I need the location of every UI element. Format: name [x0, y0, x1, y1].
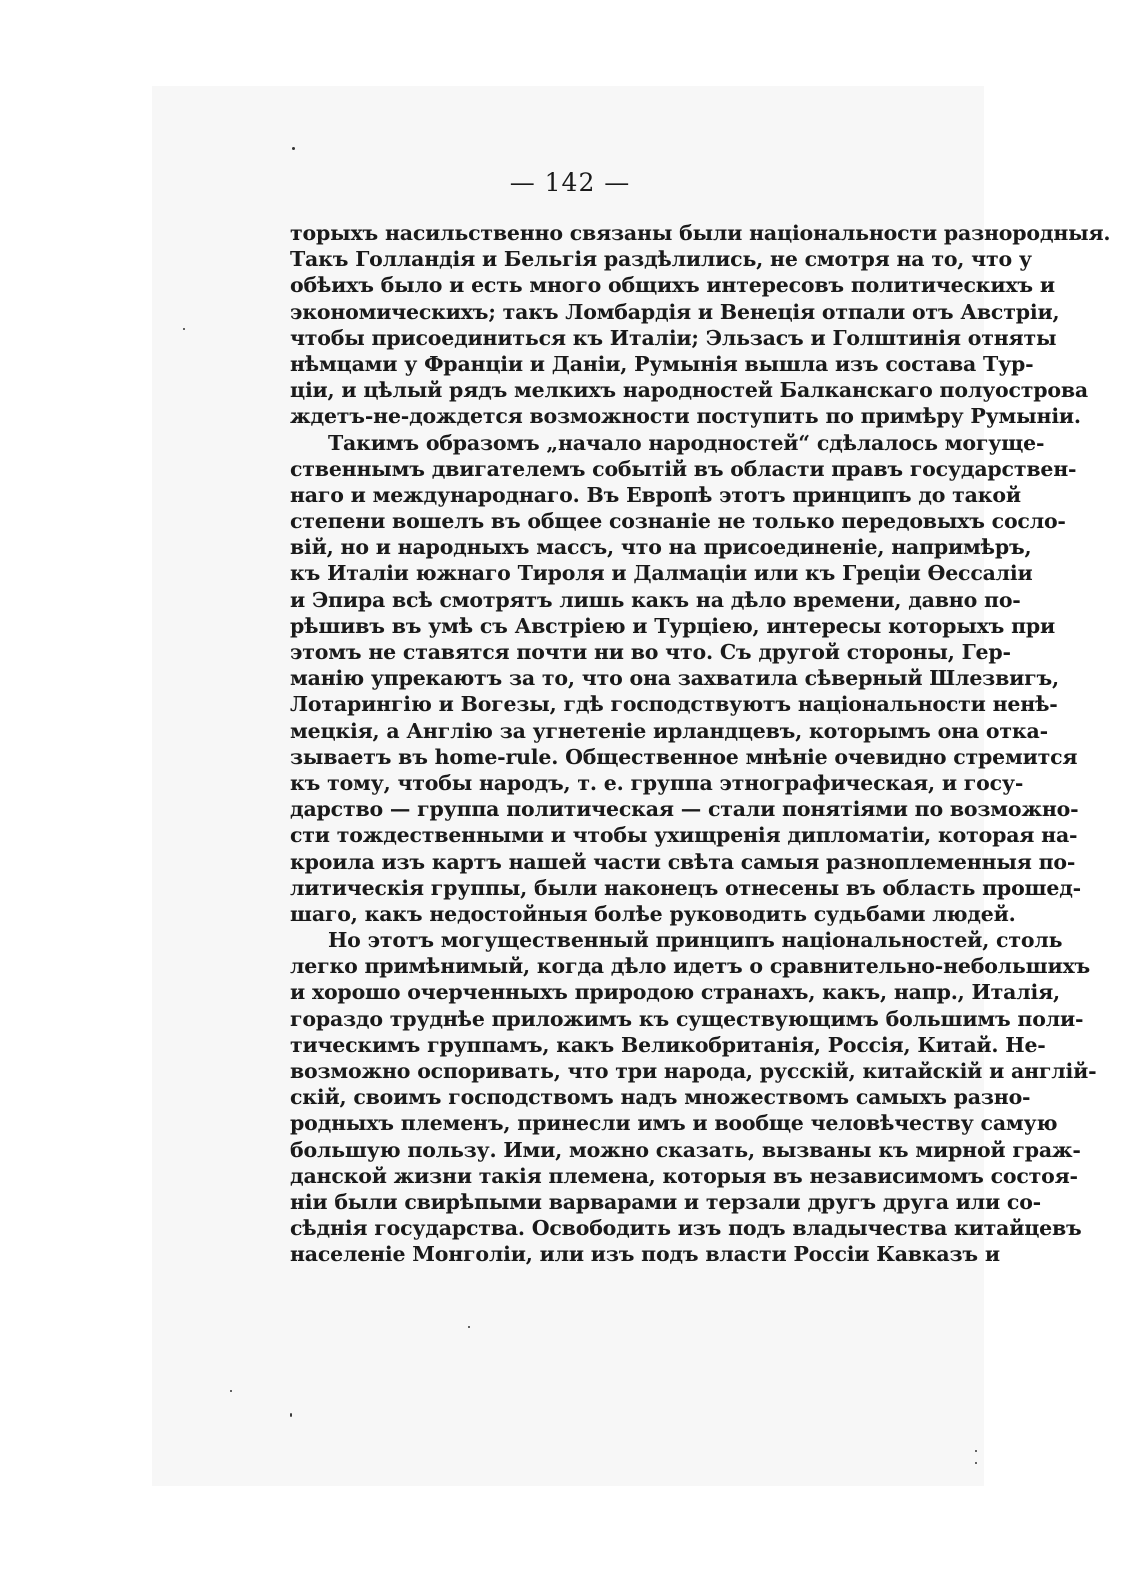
text-line: ціи, и цѣлый рядъ мелкихъ народностей Балканскаго полуострова — [290, 378, 1089, 403]
text-line: данской жизни такія племена, которыя въ независимомъ состоя- — [290, 1163, 1078, 1188]
text-line: тическимъ группамъ, какъ Великобританія, Россія, Китай. Не- — [290, 1032, 1046, 1057]
text-line: возможно оспоривать, что три народа, русскій, китайскій и англій- — [290, 1059, 1097, 1083]
ink-speck — [230, 1390, 232, 1392]
text-line: рѣшивъ въ умѣ съ Австріею и Турціею, интересы которыхъ при — [290, 613, 1056, 638]
text-line: большую пользу. Ими, можно сказать, вызваны къ мирной граж- — [290, 1137, 1081, 1162]
text-line: дарство — группа политическая — стали понятіями по возможно- — [290, 797, 1079, 822]
page-number: — 142 — — [509, 168, 631, 197]
text-line: степени вошелъ въ общее сознаніе не только передовыхъ сосло- — [290, 509, 1066, 534]
text-line: родныхъ племенъ, принесли имъ и вообще человѣчеству самую — [290, 1111, 1058, 1136]
text-line: нѣмцами у Франціи и Даніи, Румынія вышла изъ состава Тур- — [290, 351, 1034, 376]
text-line: мецкія, а Англію за угнетеніе ирландцевъ, которымъ она отка- — [290, 718, 1048, 743]
text-line: торыхъ насильственно связаны были національности разнородныя. — [290, 221, 1111, 245]
text-line: зываетъ въ home-rule. Общественное мнѣніе очевидно стремится — [290, 744, 1078, 769]
text-line: скій, своимъ господствомъ надъ множествомъ самыхъ разно- — [290, 1085, 1031, 1110]
ink-speck — [468, 1326, 470, 1328]
text-line: къ Италіи южнаго Тироля и Далмаціи или къ Греціи Ѳессаліи — [290, 561, 1033, 586]
paragraph — [290, 927, 1097, 1267]
ink-speck — [290, 1413, 292, 1417]
text-line: манію упрекаютъ за то, что она захватила сѣверный Шлезвигъ, — [290, 666, 1059, 691]
text-line: сѣднія государства. Освободить изъ подъ владычества китайцевъ — [290, 1216, 1082, 1241]
ink-speck — [183, 328, 185, 330]
text-line: шаго, какъ недостойныя болѣе руководить судьбами людей. — [290, 901, 1016, 926]
text-line: населеніе Монголіи, или изъ подъ власти Россіи Кавказъ и — [290, 1242, 1000, 1267]
text-line: Но этотъ могущественный принципъ національностей, столь — [328, 928, 1063, 953]
text-line: вій, но и народныхъ массъ, что на присоединеніе, напримѣръ, — [290, 535, 1032, 560]
text-line: чтобы присоединиться къ Италіи; Эльзасъ и Голштинія отняты — [290, 325, 1057, 350]
text-line: и хорошо очерченныхъ природою странахъ, какъ, напр., Италія, — [290, 980, 1060, 1005]
text-line: гораздо труднѣе приложимъ къ существующимъ большимъ поли- — [290, 1006, 1084, 1031]
text-line: Лотарингію и Вогезы, гдѣ господствуютъ національности ненѣ- — [290, 692, 1058, 717]
body-text — [290, 220, 1111, 1268]
text-line: экономическихъ; такъ Ломбардія и Венеція отпали отъ Австріи, — [290, 299, 1060, 324]
text-line: кроила изъ картъ нашей части свѣта самыя разноплеменныя по- — [290, 849, 1076, 874]
text-line: этомъ не ставятся почти ни во что. Съ другой стороны, Гер- — [290, 640, 1011, 664]
text-line: ніи были свирѣпыми варварами и терзали другъ друга или со- — [290, 1189, 1041, 1214]
text-line: наго и международнаго. Въ Европѣ этотъ принципъ до такой — [290, 482, 1021, 507]
text-line: сти тождественными и чтобы ухищренія дипломатіи, которая на- — [290, 823, 1078, 848]
paragraph — [290, 220, 1111, 430]
text-line: ждетъ-не-дождется возможности поступить по примѣру Румыніи. — [290, 404, 1081, 429]
text-line: и Эпира всѣ смотрятъ лишь какъ на дѣло времени, давно по- — [290, 587, 1021, 612]
ink-speck — [975, 1462, 977, 1464]
ink-speck — [292, 147, 295, 150]
text-line: къ тому, чтобы народъ, т. е. группа этнографическая, и госу- — [290, 770, 1024, 795]
text-line: Такимъ образомъ „начало народностей“ сдѣлалось могуще- — [328, 430, 1045, 455]
text-line: легко примѣнимый, когда дѣло идетъ о сравнительно-небольшихъ — [290, 954, 1091, 979]
paragraph — [290, 430, 1081, 928]
text-line: Такъ Голландія и Бельгія раздѣлились, не смотря на то, что у — [290, 247, 1032, 272]
ink-speck — [975, 1450, 977, 1452]
text-line: обѣихъ было и есть много общихъ интересовъ политическихъ и — [290, 273, 1055, 298]
text-line: литическія группы, были наконецъ отнесены въ область прошед- — [290, 875, 1081, 900]
text-line: ственнымъ двигателемъ событій въ области правъ государствен- — [290, 456, 1077, 481]
